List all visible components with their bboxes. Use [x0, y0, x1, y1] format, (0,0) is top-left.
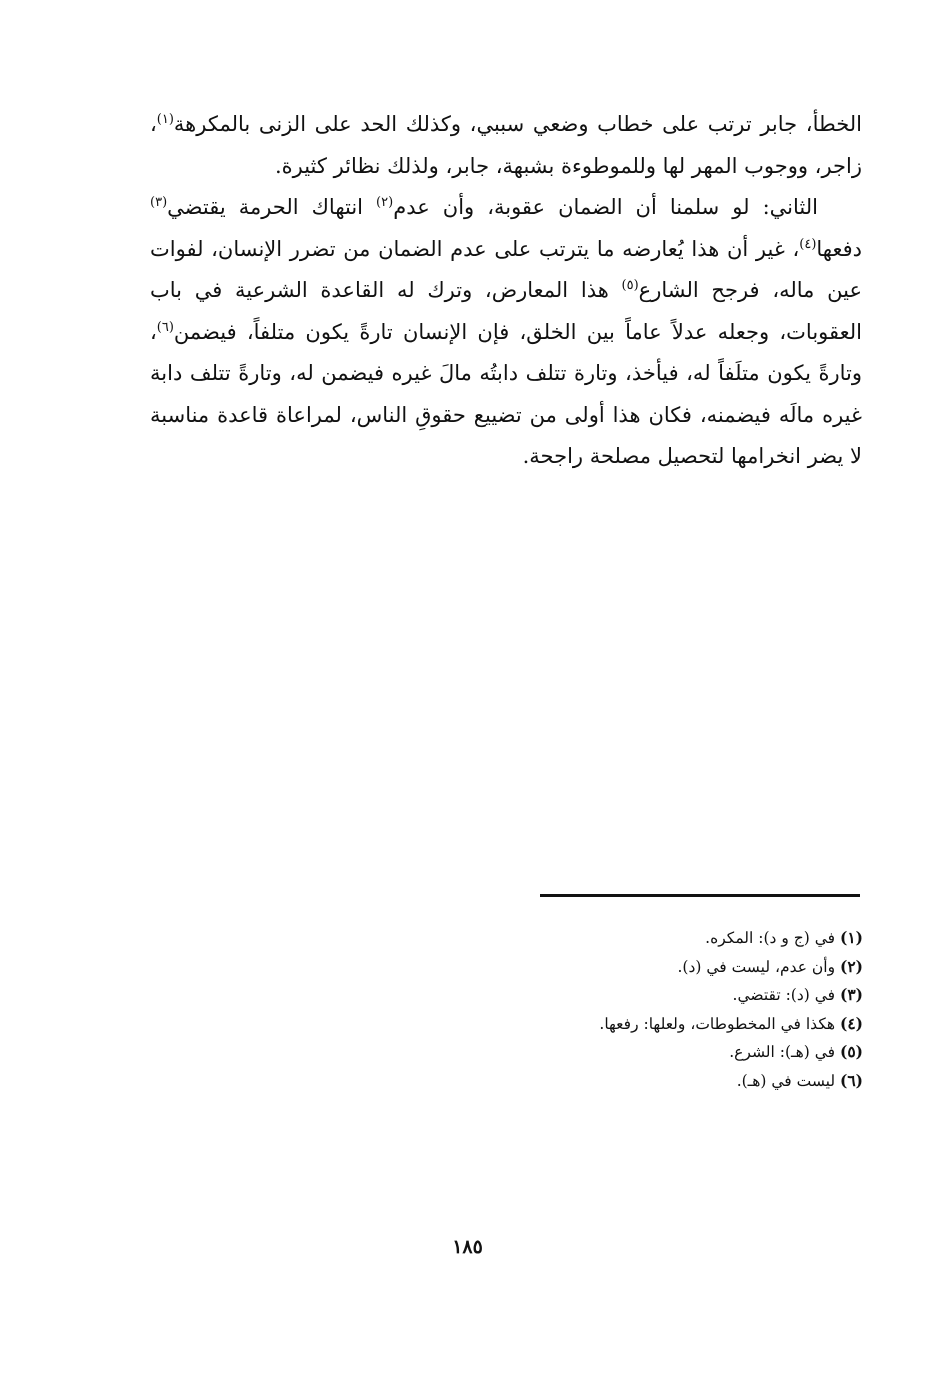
footnote-text: في (هـ): الشرع.	[729, 1043, 840, 1061]
footnote-item	[443, 953, 863, 982]
paragraph-2	[150, 187, 862, 478]
footnote-ref-4: (٤)	[799, 236, 817, 252]
footnote-text: وأن عدم، ليست في (د).	[677, 957, 840, 976]
paragraph-2-text-d: ، غير أن هذا يُعارضه ما يترتب على عدم الضمان من تضرر الإنسان، لفوات عين ماله، فرجح الشارع	[150, 236, 862, 302]
footnote-list	[443, 924, 863, 1095]
footnote-item	[443, 1038, 863, 1067]
page-number: ١٨٥	[452, 1236, 483, 1258]
footnote-number: (٥)	[839, 1042, 863, 1061]
footnote-text: في (ج و د): المكره.	[705, 929, 840, 947]
footnote-ref-6: (٦)	[156, 319, 174, 335]
footnote-ref-1: (١)	[156, 112, 174, 127]
footnote-text: في (د): تقتضي.	[732, 986, 840, 1004]
paragraph-2-text-e: هذا المعارض، وترك له القاعدة الشرعية في باب العقوبات، وجعله عدلاً عاماً بين الخلق، فإن الإنسان تارةً يكون متلفاً، فيضمن	[150, 278, 862, 344]
footnote-item	[443, 924, 863, 953]
footnote-item	[443, 1010, 863, 1039]
footnote-number: (٢)	[839, 956, 863, 976]
footnote-text: ليست في (هـ).	[736, 1071, 840, 1090]
main-text	[150, 104, 862, 478]
footnote-number: (٤)	[839, 1013, 863, 1033]
footnote-ref-2: (٢)	[376, 195, 394, 210]
footnote-text: هكذا في المخطوطات، ولعلها: رفعها.	[599, 1014, 840, 1033]
paragraph-2-text-a: الثاني: لو سلمنا أن الضمان عقوبة، وأن عدم	[393, 195, 818, 219]
footnote-number: (٦)	[839, 1070, 863, 1090]
paragraph-1	[150, 104, 862, 187]
footnote-item	[443, 981, 863, 1010]
paragraph-2-text-b: انتهاك الحرمة يقتضي	[167, 195, 377, 219]
paragraph-1-text-a: الخطأ، جابر ترتب على خطاب وضعي سببي، وكذلك الحد على الزنى بالمكرهة	[173, 112, 862, 136]
footnote-number: (١)	[839, 928, 863, 947]
footnote-ref-3: (٣)	[150, 195, 168, 210]
footnote-ref-5: (٥)	[621, 278, 639, 293]
footnote-separator	[540, 894, 860, 897]
footnote-number: (٣)	[839, 985, 863, 1004]
footnote-item	[443, 1067, 863, 1096]
paragraph-2-text-f: ، وتارةً يكون متلَفاً له، فيأخذ، وتارة تتلف دابتُه مالَ غيره فيضمن له، وتارةً تتلف دابة غيره مالَه فيضمنه، فكان هذا أولى من تضييع حقوقِ الناس، لمراعاة قاعدة مناسبة لا يضر انخرامها لتحصيل مصلحة راجحة.	[150, 319, 862, 468]
paragraph-1-text-b: ، زاجر، ووجوب المهر لها وللموطوءة بشبهة، جابر، ولذلك نظائر كثيرة.	[150, 112, 862, 178]
paragraph-2-text-c: دفعها	[816, 236, 862, 261]
